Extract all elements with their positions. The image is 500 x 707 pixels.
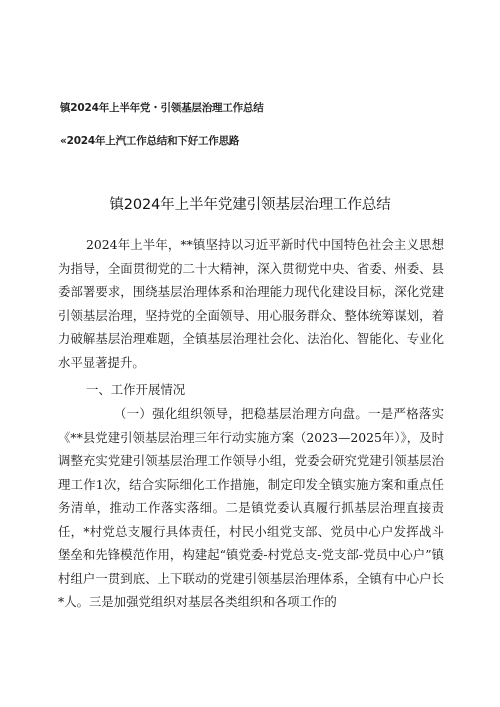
section-heading-work-status: 一、工作开展情况 bbox=[86, 382, 186, 397]
document-title: 镇2024年上半年党建引领基层治理工作总结 bbox=[109, 197, 391, 213]
body-paragraph-intro: 2024年上半年，**镇坚持以习近平新时代中国特色社会主义思想为指导，全面贯彻党的二十大精神，深入贯彻党中央、省委、州委、县委部署要求，围绕基层治理体系和治理能力现代化建设目标，深化党建引领基层治理，坚持党的全面领导、用心服务群众、整体统筹谋划，着力破解基层治理难题，全镇基层治理社会化、法治化、智能化、专业化水平显著提升。 bbox=[58, 237, 444, 370]
toc-entry-2: «2024年上汽工作总结和下好工作思路 bbox=[60, 135, 240, 147]
toc-entry-1: 镇2024年上半年党・引领基层治理工作总结 bbox=[60, 102, 264, 114]
body-paragraph-organization: （一）强化组织领导，把稳基层治理方向盘。一是严格落实《**县党建引领基层治理三年行动实施方案（2023—2025年）》，及时调整充实党建引领基层治理工作领导小组，党委会研究党建引领基层治理工作1次，结合实际细化工作措施，制定印发全镇实施方案和重点任务清单，推动工作落实落细。二是镇党委认真履行抓基层治理直接责任，*村党总支履行具体责任，村民小组党支部、党员中心户发挥战斗堡垒和先锋模范作用，构建起“镇党委-村党总支-党支部-党员中心户”镇村组户一贯到底、上下联动的党建引领基层治理体系，全镇有中心户长*人。三是加强党组织对基层各类组织和各项工作的 bbox=[58, 406, 444, 609]
